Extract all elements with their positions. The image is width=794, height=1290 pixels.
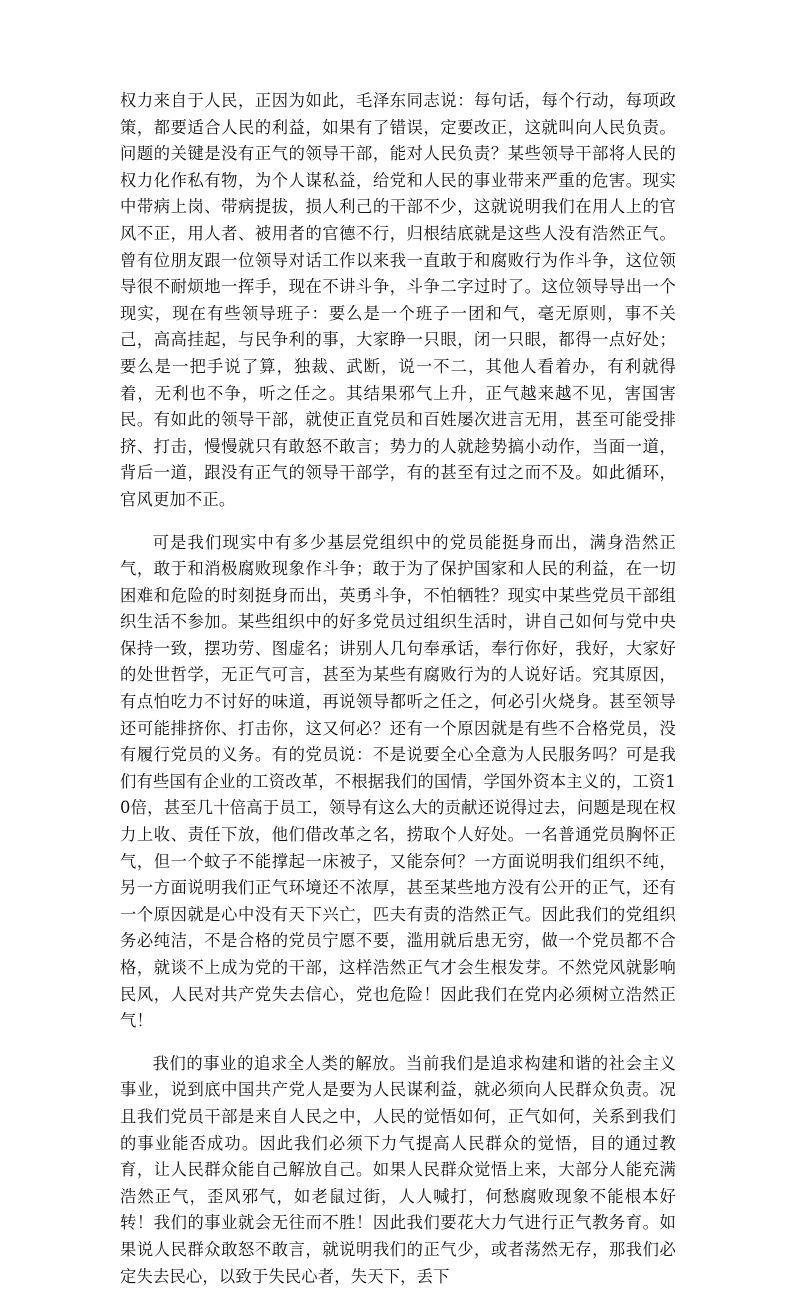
paragraph-2: 可是我们现实中有多少基层党组织中的党员能挺身而出，满身浩然正气，敢于和消极腐败现象作斗争；敢于为了保护国家和人民的利益，在一切困难和危险的时刻挺身而出，英勇斗争，不怕牺牲？现实中某些党员干部组织生活不参加。某些组织中的好多党员过组织生活时，讲自己如何与党中央保持一致，摆功劳、图虚名；讲别人几句奉承话，奉行你好，我好，大家好的处世哲学，无正气可言，甚至为某些有腐败行为的人说好话。究其原因，有点怕吃力不讨好的味道，再说领导都听之任之，何必引火烧身。甚至领导还可能排挤你、打击你，这又何必？还有一个原因就是有些不合格党员，没有履行党员的义务。有的党员说：不是说要全心全意为人民服务吗？可是我们有些国有企业的工资改革，不根据我们的国情，学国外资本主义的，工资10倍，甚至几十倍高于员工，领导有这么大的贡献还说得过去，问题是现在权力上收、责任下放，他们借改革之名，捞取个人好处。一名普通党员胸怀正气，但一个蚊子不能撑起一床被子，又能奈何？一方面说明我们组织不纯，另一方面说明我们正气环境还不浓厚，甚至某些地方没有公开的正气，还有一个原因就是心中没有天下兴亡，匹夫有责的浩然正气。因此我们的党组织务必纯洁，不是合格的党员宁愿不要，滥用就后患无穷，做一个党员都不合格，就谈不上成为党的干部，这样浩然正气才会生根发芽。不然党风就影响民风，人民对共产党失去信心，党也危险！因此我们在党内必须树立浩然正气！ <box>120 532 676 1031</box>
paragraph-3: 我们的事业的追求全人类的解放。当前我们是追求构建和谐的社会主义事业，说到底中国共产党人是要为人民谋利益，就必须向人民群众负责。况且我们党员干部是来自人民之中，人民的觉悟如何，正气如何，关系到我们的事业能否成功。因此我们必须下力气提高人民群众的觉悟，目的通过教育，让人民群众能自己解放自己。如果人民群众觉悟上来，大部分人能充满浩然正气，歪风邪气，如老鼠过街，人人喊打，何愁腐败现象不能根本好转！我们的事业就会无往而不胜！因此我们要花大力气进行正气教务育。如果说人民群众敢怒不敢言，就说明我们的正气少，或者荡然无存，那我们必定失去民心，以致于失民心者，失天下，丢下 <box>120 1053 676 1286</box>
paragraph-1: 权力来自于人民，正因为如此，毛泽东同志说：每句话，每个行动，每项政策，都要适合人民的利益，如果有了错误，定要改正，这就叫向人民负责。问题的关键是没有正气的领导干部，能对人民负责？某些领导干部将人民的权力化作私有物，为个人谋私益，给党和人民的事业带来严重的危害。现实中带病上岗、带病提拔，损人利己的干部不少，这就说明我们在用人上的官风不正，用人者、被用者的官德不行，归根结底就是这些人没有浩然正气。曾有位朋友跟一位领导对话工作以来我一直敢于和腐败行为作斗争，这位领导很不耐烦地一挥手，现在不讲斗争，斗争二字过时了。这位领导导出一个现实，现在有些领导班子：要么是一个班子一团和气，毫无原则，事不关己，高高挂起，与民争利的事，大家睁一只眼，闭一只眼，都得一点好处；要么是一把手说了算，独裁、武断，说一不二，其他人看着办，有利就得着，无利也不争，听之任之。其结果邪气上升，正气越来越不见，害国害民。有如此的领导干部，就使正直党员和百姓屡次进言无用，甚至可能受排挤、打击，慢慢就只有敢怒不敢言；势力的人就趁势搞小动作，当面一道，背后一道，跟没有正气的领导干部学，有的甚至有过之而不及。如此循环，官风更加不正。 <box>120 91 676 509</box>
document-page <box>120 88 676 1290</box>
